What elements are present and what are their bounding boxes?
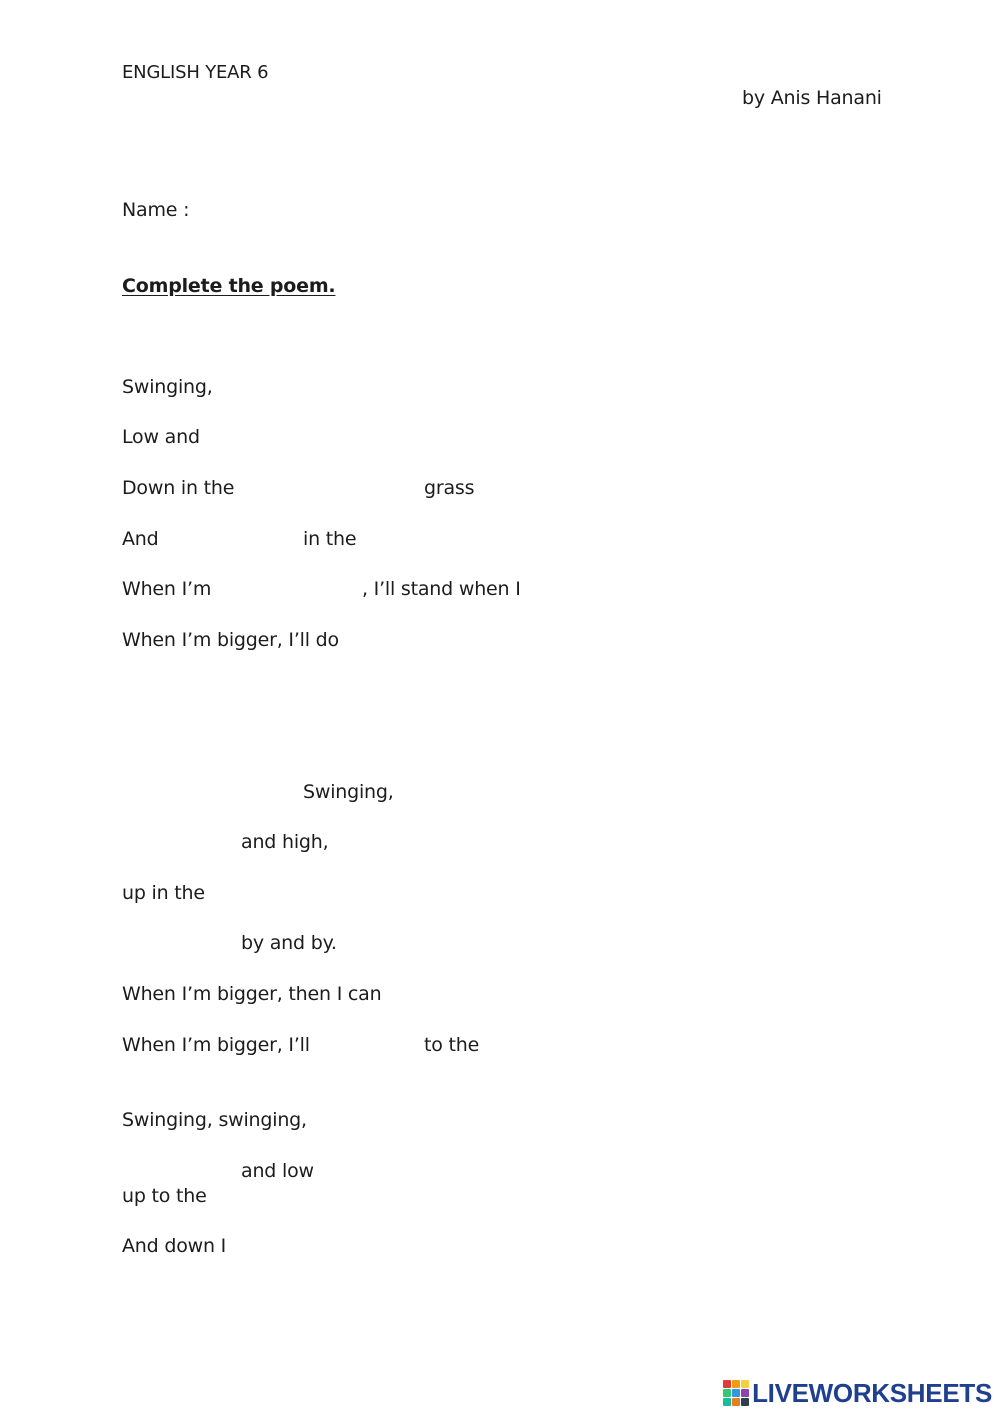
poem-line: Swinging,: [122, 376, 213, 398]
poem-line: up to the: [122, 1185, 207, 1207]
poem-line: When I’m bigger, then I can: [122, 983, 382, 1005]
instruction-heading: Complete the poem.: [122, 275, 336, 297]
poem-line: and low: [241, 1160, 314, 1182]
class-label: ENGLISH YEAR 6: [122, 62, 269, 83]
poem-line: And down I: [122, 1235, 227, 1257]
poem-line-fragment: to the: [424, 1034, 480, 1056]
poem-line-fragment: in the: [303, 528, 357, 550]
poem-line: When I’m bigger, I’ll do: [122, 629, 339, 651]
poem-line: by and by.: [241, 932, 337, 954]
author-label: by Anis Hanani: [742, 87, 882, 109]
poem-line: up in the: [122, 882, 205, 904]
poem-line: When I’m: [122, 578, 212, 600]
poem-line-fragment: grass: [424, 477, 475, 499]
poem-line: When I’m bigger, I’ll: [122, 1034, 310, 1056]
liveworksheets-logo-icon: [723, 1380, 749, 1406]
poem-line: Swinging,: [303, 781, 394, 803]
poem-line: Low and: [122, 426, 200, 448]
poem-line: Down in the: [122, 477, 235, 499]
logo-text: LIVEWORKSHEETS: [752, 1378, 992, 1408]
name-label: Name :: [122, 199, 190, 221]
poem-line: and high,: [241, 831, 329, 853]
poem-line: Swinging, swinging,: [122, 1109, 307, 1131]
liveworksheets-logo: [723, 1379, 992, 1407]
poem-line-fragment: , I’ll stand when I: [362, 578, 521, 600]
poem-line: And: [122, 528, 159, 550]
